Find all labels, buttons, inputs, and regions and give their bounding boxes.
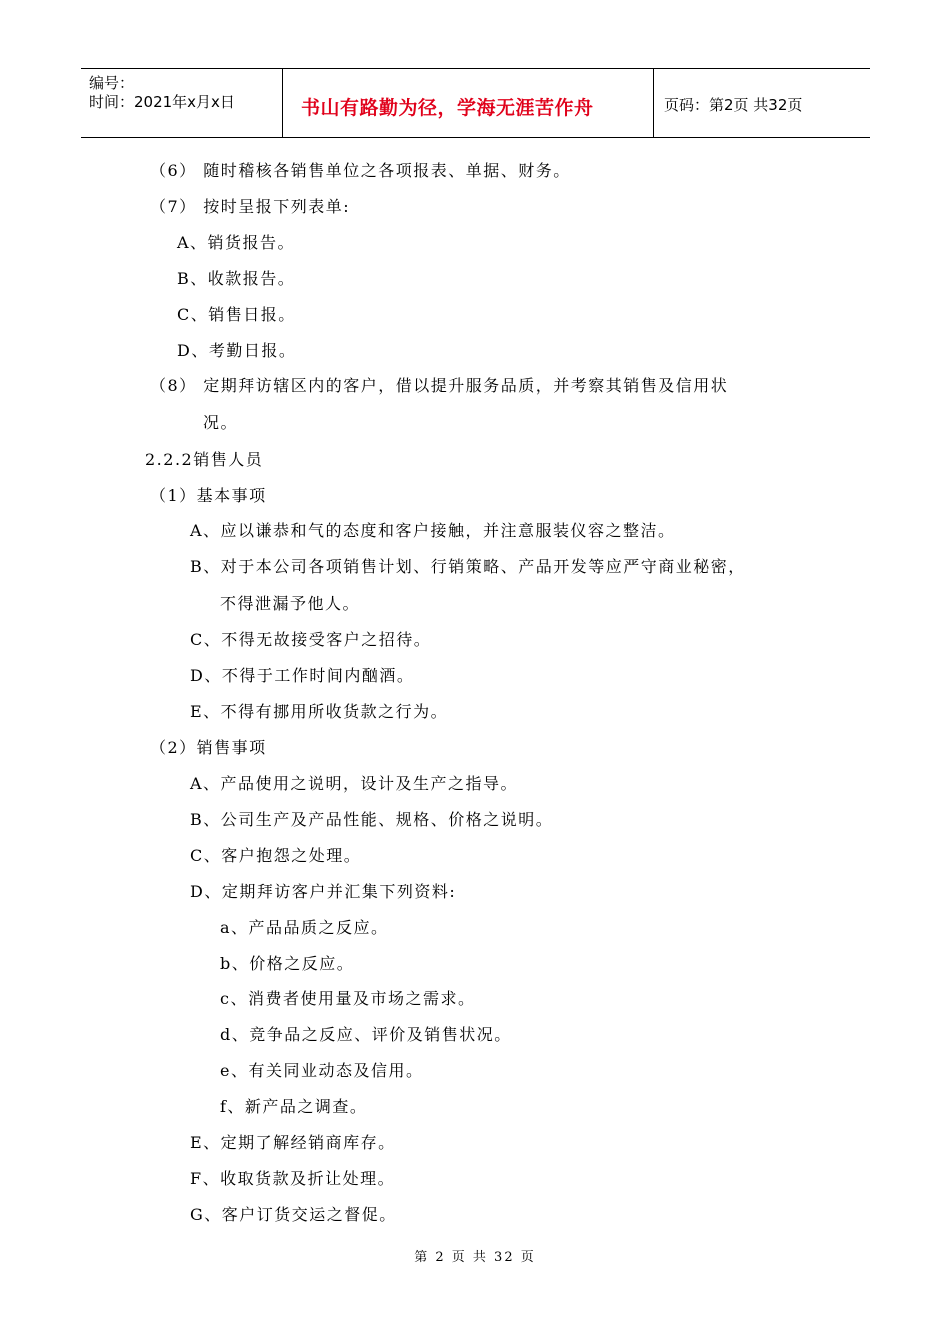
body-line: e、有关同业动态及信用。 [220,1061,424,1080]
body-line: a、产品品质之反应。 [220,918,389,937]
document-date-label: 时间：2021年x月x日 [89,93,235,111]
body-line: D、不得于工作时间内酗酒。 [190,666,415,685]
body-line: 况。 [203,413,239,432]
body-line: （7） 按时呈报下列表单: [150,197,351,216]
body-line: E、不得有挪用所收货款之行为。 [190,702,449,721]
header-motto: 书山有路勤为径，学海无涯苦作舟 [301,97,594,119]
body-line: C、销售日报。 [177,305,296,324]
body-line: C、不得无故接受客户之招待。 [190,630,432,649]
body-line: 不得泄漏予他人。 [220,594,361,613]
body-line: c、消费者使用量及市场之需求。 [220,989,476,1008]
body-line: B、收款报告。 [177,269,296,288]
body-line: C、客户抱怨之处理。 [190,846,362,865]
body-line: F、收取货款及折让处理。 [190,1169,396,1188]
header-page-info: 页码：第2页 共32页 [664,96,803,114]
body-line: A、应以谦恭和气的态度和客户接触，并注意服装仪容之整洁。 [190,521,676,540]
body-line: b、价格之反应。 [220,954,355,973]
header-page-cell [654,69,870,137]
body-line: B、公司生产及产品性能、规格、价格之说明。 [190,810,554,829]
body-line: d、竞争品之反应、评价及销售状况。 [220,1025,512,1044]
page-footer: 第 2 页 共 32 页 [414,1250,536,1265]
body-line: （6） 随时稽核各销售单位之各项报表、单据、财务。 [150,161,571,180]
document-number-label: 编号： [89,74,135,92]
body-line: A、销货报告。 [177,233,296,252]
body-line: A、产品使用之说明，设计及生产之指导。 [190,774,519,793]
body-line: （2）销售事项 [150,738,267,757]
page-header [81,68,870,138]
body-line: D、定期拜访客户并汇集下列资料: [190,882,457,901]
body-line: G、客户订货交运之督促。 [190,1205,397,1224]
body-line: D、考勤日报。 [177,341,297,360]
section-heading: 2.2.2销售人员 [145,450,264,469]
body-line: （8） 定期拜访辖区内的客户，借以提升服务品质，并考察其销售及信用状 [150,376,729,395]
header-meta-cell [81,69,283,137]
body-line: （1）基本事项 [150,486,267,505]
body-line: E、定期了解经销商库存。 [190,1133,396,1152]
header-motto-cell [283,69,654,137]
body-line: f、新产品之调查。 [220,1097,368,1116]
body-line: B、对于本公司各项销售计划、行销策略、产品开发等应严守商业秘密， [190,557,746,576]
